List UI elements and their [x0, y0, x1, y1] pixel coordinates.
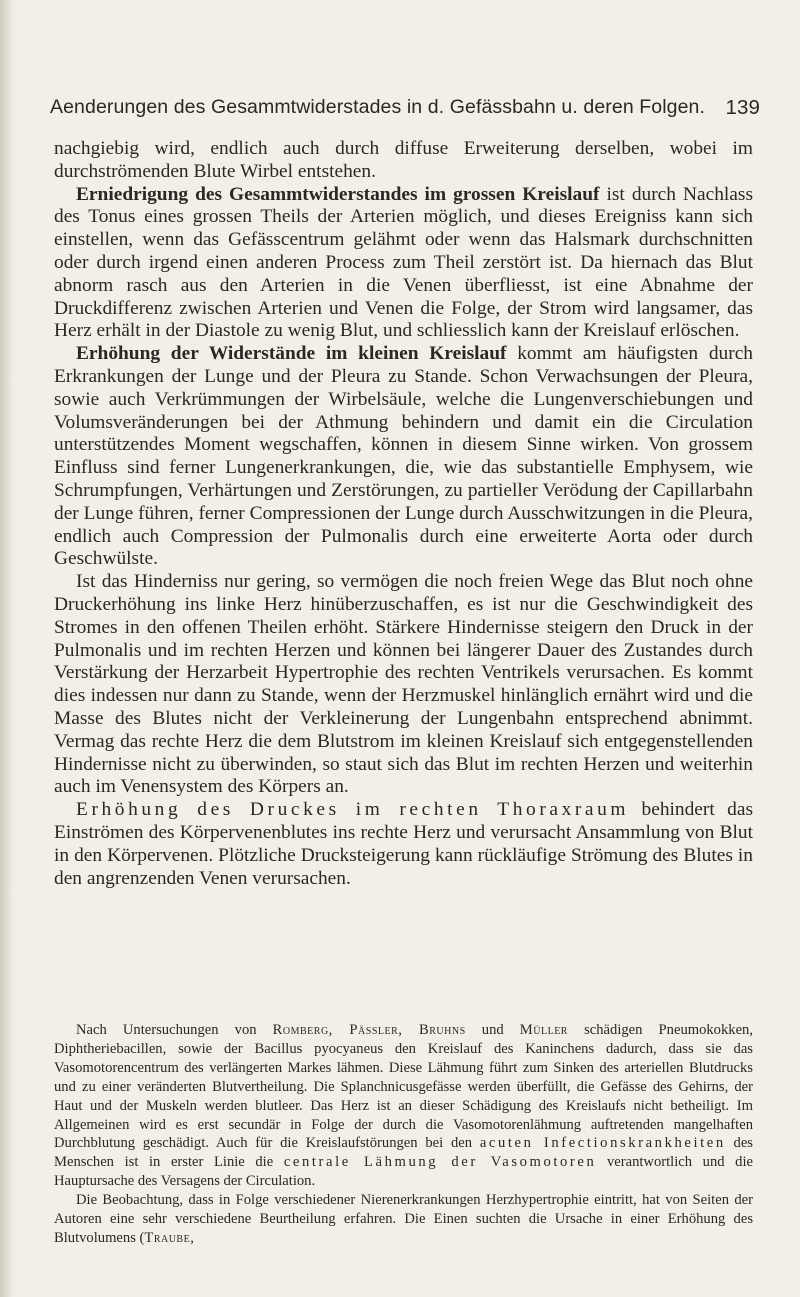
main-text	[54, 138, 753, 890]
paragraph-4: Ist das Hinderniss nur gering, so vermögen die noch freien Wege das Blut noch ohne Druckerhöhung ins linke Herz hinüberzuschaffen, es ist nur die Geschwindigkeit des Stromes in den offenen Theilen erhöht. Stärkere Hindernisse steigern den Druck in der Pulmonalis und im rechten Herzen und können bei längerer Dauer des Zustandes durch Verstärkung der Herzarbeit Hypertrophie des rechten Ventrikels verursachen. Es kommt dies indessen nur dann zu Stande, wenn der Herzmuskel hinlänglich ernährt wird und die Masse des Blutes nicht der Verkleinerung der Lungenbahn entsprechend abnimmt. Vermag das rechte Herz die dem Blutstrom im kleinen Kreislauf sich entgegenstellenden Hindernisse nicht zu überwinden, so staut sich das Blut im rechten Herzen und weiterhin auch im Venensystem des Körpers an.	[54, 571, 753, 798]
note-1: Nach Untersuchungen von Romberg, Pässler, Bruhns und Müller schädigen Pneumokokken, Diphtheriebacillen, sowie der Bacillus pyocyaneus den Kreislauf des Kaninchens dadurch, dass sie das Vasomotorencentrum des verlängerten Markes lähmen. Diese Lähmung führt zum Sinken des arteriellen Blutdrucks und zu einer veränderten Blutvertheilung. Die Splanchnicusgefässe werden überfüllt, die Gefässe des Gehirns, der Haut und der Muskeln werden blutleer. Das Herz ist an dieser Schädigung des Kreislaufs nicht betheiligt. Im Allgemeinen wird es erst secundär in Folge der durch die Vasomotorenlähmung auftretenden mangelhaften Durchblutung geschädigt. Auch für die Kreislaufstörungen bei den acuten Infectionskrankheiten des Menschen ist in erster Linie die centrale Lähmung der Vasomotoren verantwortlich und die Hauptursache des Versagens der Circulation.	[54, 1022, 754, 1190]
paragraph-2-heading: Erniedrigung des Gesammtwiderstandes im grossen Kreislauf	[76, 183, 600, 205]
paragraph-3: Erhöhung der Widerstände im kleinen Kreislauf kommt am häufigsten durch Erkrankungen der Lunge und der Pleura zu Stande. Schon Verwachsungen der Pleura, sowie auch Verkrümmungen der Wirbelsäule, welche die Lungenverschiebungen und Volumsveränderungen bei der Athmung behindern und damit ein die Circulation unterstützendes Moment wegschaffen, können in diesem Sinne wirken. Von grossem Einfluss sind ferner Lungenerkrankungen, die, wie das substantielle Emphysem, wie Schrumpfungen, Verhärtungen und Zerstörungen, zu partieller Verödung der Capillarbahn der Lunge führen, ferner Compressionen der Lunge durch Ausschwitzungen in die Pleura, endlich auch Compression der Pulmonalis durch eine erweiterte Aorta oder durch Geschwülste.	[54, 343, 753, 570]
running-title: Aenderungen des Gesammtwiderstades in d. Gefässbahn u. deren Folgen.	[50, 96, 706, 118]
paragraph-1: nachgiebig wird, endlich auch durch diffuse Erweiterung derselben, wobei im durchströmenden Blute Wirbel entstehen.	[54, 138, 753, 182]
page-number: 139	[725, 96, 760, 119]
note-2: Die Beobachtung, dass in Folge verschiedener Nierenerkrankungen Herzhypertrophie eintritt, hat von Seiten der Autoren eine sehr verschiedene Beurtheilung erfahren. Die Einen suchten die Ursache in einer Erhöhung des Blutvolumens (Traube,	[54, 1192, 753, 1246]
paragraph-3-heading: Erhöhung der Widerstände im kleinen Kreislauf	[76, 343, 507, 365]
running-header	[50, 96, 760, 119]
paragraph-5: Erhöhung des Druckes im rechten Thoraxraum behindert das Einströmen des Körpervenenblutes ins rechte Herz und verursacht Ansammlung von Blut in den Körpervenen. Plötzliche Drucksteigerung kann rückläufige Strömung des Blutes in den angrenzenden Venen verursachen.	[54, 799, 753, 889]
paragraph-2: Erniedrigung des Gesammtwiderstandes im grossen Kreislauf ist durch Nachlass des Tonus eines grossen Theils der Arterien möglich, und dieses Ereigniss kann sich einstellen, wenn das Gefässcentrum gelähmt oder wenn das Halsmark durchschnitten oder durch irgend einen anderen Process zum Theil zerstört ist. Da hiernach das Blut abnorm rasch aus den Arterien in die Venen überfliesst, ist eine Abnahme der Druckdifferenz zwischen Arterien und Venen die Folge, der Strom wird langsamer, das Herz erhält in der Diastole zu wenig Blut, und schliesslich kann der Kreislauf erlöschen.	[54, 183, 753, 342]
page-edge	[0, 0, 14, 1297]
paragraph-5-heading: Erhöhung des Druckes im rechten Thoraxraum	[76, 799, 630, 821]
small-print-notes	[54, 1021, 753, 1248]
